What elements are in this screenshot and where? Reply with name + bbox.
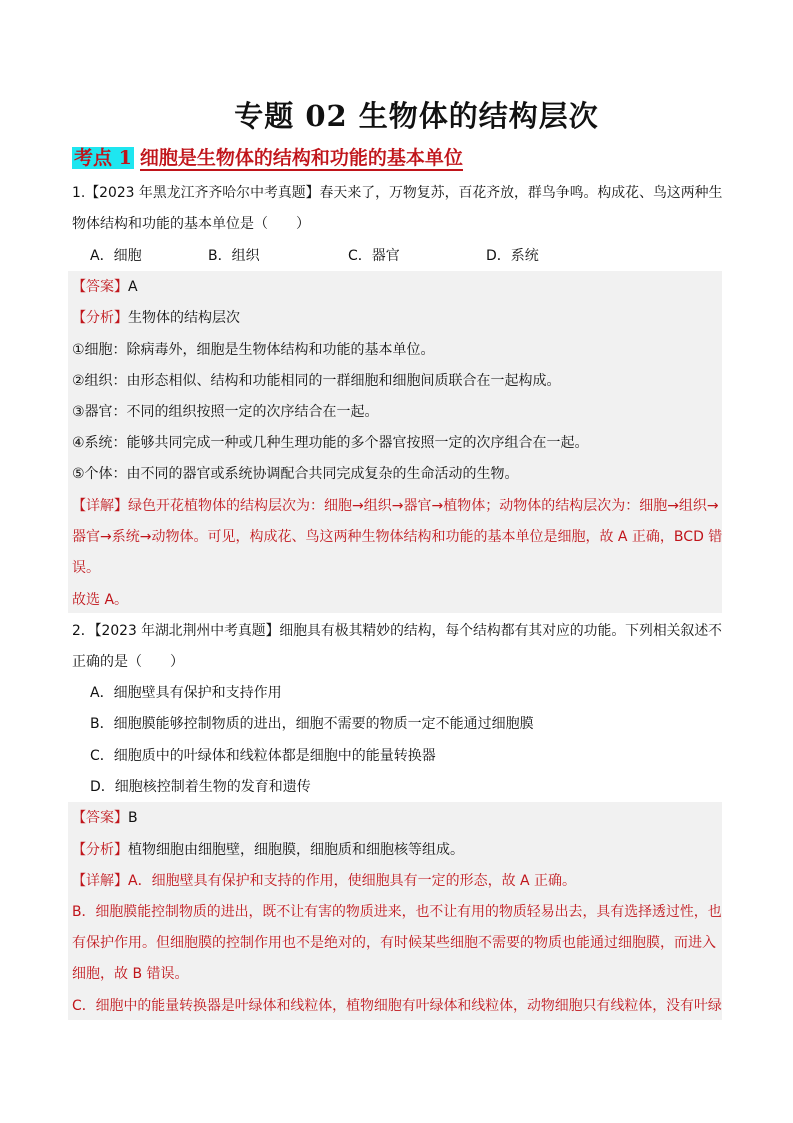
- q1-option-c: C．器官: [348, 248, 400, 264]
- q1-point-3: ③器官：不同的组织按照一定的次序结合在一起。: [72, 404, 379, 420]
- q2-option-d: D．细胞核控制着生物的发育和遗传: [90, 779, 311, 795]
- answer-value: B: [128, 810, 138, 826]
- answer-label: 【答案】: [72, 810, 128, 826]
- section-tag: 考点 1: [74, 147, 132, 169]
- detail-label: 【详解】: [72, 873, 128, 889]
- q2-option-c: C．细胞质中的叶绿体和线粒体都是细胞中的能量转换器: [90, 748, 436, 764]
- q1-detail-line-1: 【详解】绿色开花植物体的结构层次为：细胞→组织→器官→植物体；动物体的结构层次为：细胞→组织→: [72, 498, 719, 514]
- q2-answer: [72, 808, 138, 828]
- q2-stem-line-2: 正确的是（ ）: [72, 654, 184, 670]
- q1-detail-line-3: 误。: [72, 560, 100, 576]
- analysis-label: 【分析】: [72, 842, 128, 858]
- analysis-text: 植物细胞由细胞壁，细胞膜，细胞质和细胞核等组成。: [128, 842, 464, 858]
- q2-detail-b-line-3: 细胞，故 B 错误。: [72, 966, 189, 982]
- analysis-label: 【分析】: [72, 310, 128, 326]
- q1-point-2: ②组织：由形态相似、结构和功能相同的一群细胞和细胞间质联合在一起构成。: [72, 373, 561, 389]
- q2-detail-c-line-1: C．细胞中的能量转换器是叶绿体和线粒体，植物细胞有叶绿体和线粒体，动物细胞只有线粒体，没有叶绿: [72, 998, 722, 1014]
- answer-label: 【答案】: [72, 279, 128, 295]
- q2-detail-b-line-2: 有保护作用。但细胞膜的控制作用也不是绝对的，有时候某些细胞不需要的物质也能通过细胞膜，而进入: [72, 935, 716, 951]
- q1-analysis: [72, 308, 240, 328]
- q2-option-a: A．细胞壁具有保护和支持作用: [90, 685, 282, 701]
- page-title: 专题 02 生物体的结构层次: [234, 99, 599, 133]
- q2-option-b: B．细胞膜能够控制物质的进出，细胞不需要的物质一定不能通过细胞膜: [90, 716, 534, 732]
- q1-point-4: ④系统：能够共同完成一种或几种生理功能的多个器官按照一定的次序组合在一起。: [72, 435, 589, 451]
- q2-analysis: [72, 840, 464, 860]
- q1-point-5: ⑤个体：由不同的器官或系统协调配合共同完成复杂的生命活动的生物。: [72, 466, 519, 482]
- q1-stem-line-1: 1.【2023 年黑龙江齐齐哈尔中考真题】春天来了，万物复苏，百花齐放，群鸟争鸣。构成花、鸟这两种生: [72, 185, 723, 201]
- q1-detail-line-2: 器官→系统→动物体。可见，构成花、鸟这两种生物体结构和功能的基本单位是细胞，故 A 正确，BCD 错: [72, 529, 723, 545]
- q1-option-b: B．组织: [208, 248, 260, 264]
- q1-answer: [72, 277, 138, 297]
- q1-detail-line-4: 故选 A。: [72, 592, 129, 608]
- detail-label: 【详解】: [72, 498, 128, 514]
- section-name: 细胞是生物体的结构和功能的基本单位: [139, 147, 463, 169]
- q2-detail-a: 【详解】A．细胞壁具有保护和支持的作用，使细胞具有一定的形态，故 A 正确。: [72, 873, 577, 889]
- section-heading: [72, 143, 463, 173]
- q1-stem-line-2: 物体结构和功能的基本单位是（ ）: [72, 216, 310, 232]
- q2-detail-b-line-1: B．细胞膜能控制物质的进出，既不让有害的物质进来，也不让有用的物质轻易出去，具有选择透过性，也: [72, 904, 722, 920]
- q1-option-d: D．系统: [486, 248, 539, 264]
- answer-value: A: [128, 279, 138, 295]
- analysis-text: 生物体的结构层次: [128, 310, 240, 326]
- q1-option-a: A．细胞: [90, 248, 142, 264]
- q2-stem-line-1: 2．【2023 年湖北荆州中考真题】细胞具有极其精妙的结构，每个结构都有其对应的功能。下列相关叙述不: [72, 623, 722, 639]
- q1-point-1: ①细胞：除病毒外，细胞是生物体结构和功能的基本单位。: [72, 342, 435, 358]
